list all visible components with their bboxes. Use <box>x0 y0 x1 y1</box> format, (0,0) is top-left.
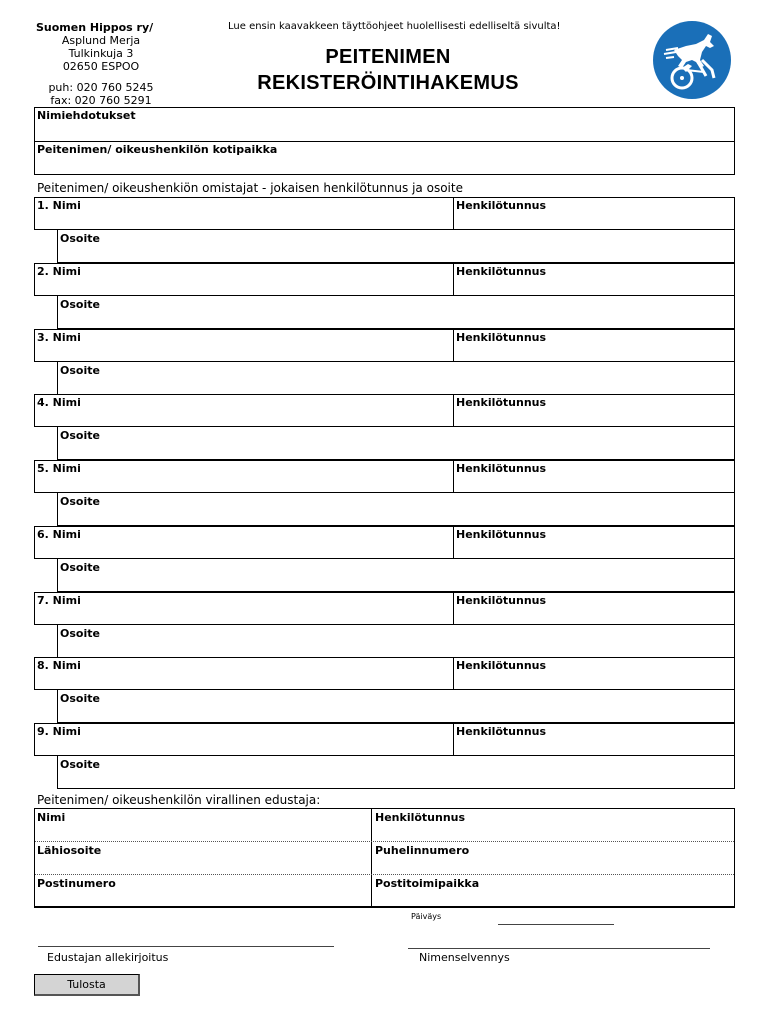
owner-address-label: Osoite <box>60 298 100 311</box>
owner-name-label: 4. Nimi <box>37 396 81 409</box>
owner-ssn-label: Henkilötunnus <box>456 331 547 344</box>
owner-address-box[interactable] <box>57 493 735 526</box>
owner-ssn-label: Henkilötunnus <box>456 396 547 409</box>
owner-name-box[interactable] <box>34 526 735 559</box>
owner-divider <box>453 394 454 427</box>
owner-name-label: 5. Nimi <box>37 462 81 475</box>
rep-row-divider-1 <box>35 841 734 842</box>
name-clarification-label: Nimenselvennys <box>419 951 510 964</box>
instruction-text: Lue ensin kaavakkeen täyttöohjeet huolellisesti edelliseltä sivulta! <box>228 21 561 32</box>
trotting-horse-logo-icon <box>652 20 732 100</box>
owner-name-box[interactable] <box>34 723 735 756</box>
organisation-name: Suomen Hippos ry/ <box>36 21 154 34</box>
home-town-label: Peitenimen/ oikeushenkilön kotipaikka <box>37 143 278 156</box>
owner-ssn-label: Henkilötunnus <box>456 594 547 607</box>
owner-name-box[interactable] <box>34 592 735 625</box>
rep-postal-label: Postinumero <box>37 877 116 890</box>
signature-label: Edustajan allekirjoitus <box>47 951 169 964</box>
rep-phone-label: Puhelinnumero <box>375 844 470 857</box>
owner-divider <box>453 526 454 559</box>
owner-address-label: Osoite <box>60 232 100 245</box>
owner-address-label: Osoite <box>60 627 100 640</box>
name-suggestions-label: Nimiehdotukset <box>37 109 136 122</box>
owner-name-label: 6. Nimi <box>37 528 81 541</box>
rep-name-label: Nimi <box>37 811 66 824</box>
owner-address-box[interactable] <box>57 625 735 658</box>
owner-name-label: 3. Nimi <box>37 331 81 344</box>
owner-ssn-label: Henkilötunnus <box>456 462 547 475</box>
owner-divider <box>453 657 454 690</box>
owner-divider <box>453 723 454 756</box>
owner-address-box[interactable] <box>57 690 735 723</box>
street-address: Tulkinkuja 3 <box>68 47 134 60</box>
owner-address-label: Osoite <box>60 561 100 574</box>
owner-divider <box>453 197 454 230</box>
owner-name-box[interactable] <box>34 263 735 296</box>
owner-name-box[interactable] <box>34 197 735 230</box>
print-button[interactable]: Tulosta <box>34 974 140 996</box>
owner-ssn-label: Henkilötunnus <box>456 199 547 212</box>
owner-divider <box>453 329 454 362</box>
owner-name-label: 7. Nimi <box>37 594 81 607</box>
representative-divider <box>371 808 372 907</box>
form-title <box>228 44 548 96</box>
owner-ssn-label: Henkilötunnus <box>456 725 547 738</box>
owner-name-box[interactable] <box>34 460 735 493</box>
date-line[interactable] <box>498 924 614 925</box>
owner-ssn-label: Henkilötunnus <box>456 659 547 672</box>
phone-number: puh: 020 760 5245 <box>48 81 154 94</box>
rep-street-label: Lähiosoite <box>37 844 102 857</box>
name-clarification-line[interactable] <box>408 948 710 949</box>
owner-address-box[interactable] <box>57 756 735 789</box>
representative-heading: Peitenimen/ oikeushenkilön virallinen edustaja: <box>37 793 321 807</box>
signature-line[interactable] <box>38 946 334 947</box>
owner-divider <box>453 263 454 296</box>
title-line-2: REKISTERÖINTIHAKEMUS <box>257 72 519 94</box>
contact-person: Asplund Merja <box>61 34 141 47</box>
owner-address-box[interactable] <box>57 559 735 592</box>
rep-city-label: Postitoimipaikka <box>375 877 480 890</box>
owner-name-box[interactable] <box>34 657 735 690</box>
owner-address-box[interactable] <box>57 427 735 460</box>
owner-address-box[interactable] <box>57 362 735 395</box>
owner-name-label: 1. Nimi <box>37 199 81 212</box>
owner-name-label: 8. Nimi <box>37 659 81 672</box>
rep-ssn-label: Henkilötunnus <box>375 811 466 824</box>
owners-heading: Peitenimen/ oikeushenkiön omistajat - jokaisen henkilötunnus ja osoite <box>37 181 463 195</box>
owner-address-box[interactable] <box>57 296 735 329</box>
owner-name-label: 9. Nimi <box>37 725 81 738</box>
owner-name-box[interactable] <box>34 394 735 427</box>
owner-name-label: 2. Nimi <box>37 265 81 278</box>
owner-address-label: Osoite <box>60 429 100 442</box>
organisation-address <box>36 21 166 107</box>
owner-divider <box>453 460 454 493</box>
owner-divider <box>453 592 454 625</box>
date-label: Päiväys <box>411 912 442 921</box>
owner-ssn-label: Henkilötunnus <box>456 528 547 541</box>
owner-address-label: Osoite <box>60 692 100 705</box>
owner-address-label: Osoite <box>60 495 100 508</box>
rep-row-divider-2 <box>35 874 734 875</box>
owner-address-label: Osoite <box>60 364 100 377</box>
fax-number: fax: 020 760 5291 <box>50 94 152 107</box>
owner-name-box[interactable] <box>34 329 735 362</box>
owner-address-box[interactable] <box>57 230 735 263</box>
title-line-1: PEITENIMEN <box>325 46 451 68</box>
owner-ssn-label: Henkilötunnus <box>456 265 547 278</box>
postal-address: 02650 ESPOO <box>62 60 140 73</box>
name-suggestions-box[interactable] <box>34 107 735 142</box>
owner-address-label: Osoite <box>60 758 100 771</box>
